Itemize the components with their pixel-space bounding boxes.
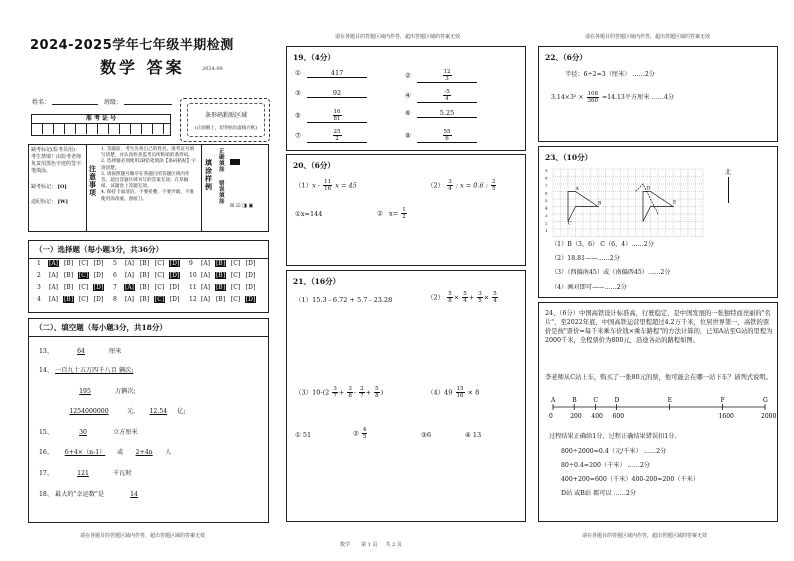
q16-or: 或	[117, 449, 124, 456]
q13-number: 13、	[39, 348, 54, 355]
q15-number: 15、	[39, 429, 54, 436]
choice-option[interactable]: [C]	[230, 296, 241, 303]
choice-row[interactable]	[37, 260, 257, 267]
date-label: 2024.09	[202, 66, 223, 72]
station-label: C	[593, 397, 598, 404]
choice-row[interactable]	[37, 272, 257, 279]
q24-step-2: 80÷0.4=200（千米） ……2分	[561, 462, 651, 469]
q15-row	[39, 427, 138, 436]
class-field[interactable]	[124, 104, 172, 105]
distance-label: 0	[549, 413, 553, 420]
station-label: E	[667, 397, 672, 404]
notice-item: 4. 保持卡面清洁，不要折叠、不要弄破，不准使用涂改液、刮纸刀。	[101, 190, 195, 202]
point-label: B	[598, 201, 602, 207]
q19-answer[interactable]: ⑤ $\frac{16}{81}$	[295, 109, 367, 123]
choice-option[interactable]: [A]	[124, 296, 134, 303]
violation-label: 违纪标记：	[31, 199, 57, 205]
q19-title: 19、（4分）	[293, 53, 335, 62]
q13-unit: 厘米	[109, 348, 122, 355]
q14-answer-1[interactable]: 195	[79, 388, 91, 395]
q19-answer[interactable]: ⑧ $\frac{55}{6}$	[405, 129, 477, 143]
section-choice	[28, 240, 269, 313]
choice-option[interactable]: [C]	[230, 284, 241, 291]
name-label: 姓名：	[32, 99, 51, 106]
choice-number: 12	[189, 296, 197, 303]
choice-option[interactable]: [A]	[200, 296, 210, 303]
q21-answer-3[interactable]: ③6	[421, 431, 431, 439]
q19-answer[interactable]: ④ $\frac{-5}{4}$	[405, 89, 477, 103]
choice-option[interactable]: [D]	[169, 284, 180, 291]
q14-answer-3[interactable]: 12.54	[149, 408, 168, 415]
class-label: 班级：	[104, 99, 123, 106]
choice-option[interactable]: [B]	[215, 272, 226, 279]
q21-answer-2[interactable]: ② $\frac{4}{5}$	[353, 427, 367, 440]
distance-label: 1600	[718, 413, 734, 420]
absent-label: 缺考标记：	[31, 184, 57, 190]
distance-label: 2000	[761, 413, 777, 420]
choice-option[interactable]: [D]	[169, 272, 180, 279]
q14-unit-2: 元，	[126, 408, 140, 415]
choice-option[interactable]: [D]	[93, 296, 104, 303]
q20-answer-2[interactable]: ② x= $\frac{1}{2}$	[377, 207, 406, 220]
choice-option[interactable]: [B]	[139, 284, 150, 291]
section-fill	[28, 318, 269, 523]
q23-grid-diagram	[543, 165, 713, 237]
choice-option[interactable]: [A]	[200, 260, 210, 267]
choice-option[interactable]: [C]	[154, 260, 165, 267]
choice-option[interactable]: [A]	[48, 260, 58, 267]
choice-option[interactable]: [B]	[63, 272, 74, 279]
correct-fill-sample	[230, 159, 240, 165]
q17-unit: 千瓦时	[113, 470, 132, 477]
q21-box	[286, 270, 526, 522]
q24-route-diagram	[539, 391, 779, 427]
q22-line-2: 3.14×3² × $\frac{108}{360}$ =14.13平方厘米 ……4分	[551, 91, 675, 104]
q21-expr-4: （4）49 $\frac{15}{16}$ × 8	[427, 386, 480, 399]
q14-answer-2[interactable]: 1254000000	[69, 408, 109, 415]
barcode-title: 条形码粘贴区域	[204, 112, 247, 119]
q24-process-note: 过程结果正确给1分，过程正确结果错误扣1分。	[549, 433, 681, 440]
q23-title: 23、（10分）	[545, 153, 593, 162]
correct-fill-label: 正确填涂	[219, 149, 225, 173]
choice-option[interactable]: [A]	[200, 284, 210, 291]
y-tick-label: 3	[545, 213, 548, 218]
choice-row[interactable]	[37, 296, 257, 303]
page-title: 2024-2025学年七年级半期检测	[30, 38, 234, 53]
q17-row	[39, 468, 132, 477]
choice-number: 11	[189, 284, 197, 291]
y-tick-label: 6	[545, 190, 548, 196]
q24-step-1: 800÷2000=0.4（元/千米） ……2分	[561, 448, 667, 455]
q20-box	[286, 154, 526, 266]
choice-option[interactable]: [A]	[48, 272, 58, 279]
choice-option[interactable]: [B]	[215, 260, 226, 267]
q19-answer[interactable]: ① 417	[295, 69, 367, 78]
footer-note-top-mid: 请在各题目的答题区域内作答，超出答题区域的答案无效	[335, 34, 461, 40]
q16-answer-2[interactable]: 2+4n	[135, 449, 153, 456]
q21-title: 21、（16分）	[293, 277, 341, 286]
q24-box	[538, 302, 778, 522]
choice-option[interactable]: [D]	[169, 260, 180, 267]
q21-answer-4[interactable]: ④ 13	[465, 431, 482, 439]
notice-list	[101, 147, 197, 203]
point-label: D	[646, 186, 651, 192]
q17-answer[interactable]: 121	[77, 470, 89, 477]
choice-option[interactable]: [C]	[154, 284, 165, 291]
distance-label: 600	[612, 413, 625, 420]
station-label: A	[551, 397, 556, 404]
choice-option[interactable]: [A]	[48, 284, 58, 291]
q14-unit-3: 亿;	[177, 408, 186, 415]
y-tick-label: 9	[545, 168, 548, 173]
station-label: D	[614, 397, 620, 404]
choice-number: 4	[37, 296, 41, 303]
q14-row-2	[57, 386, 136, 395]
exam-id-grid[interactable]	[31, 114, 171, 136]
choice-option[interactable]: [B]	[63, 284, 74, 291]
q22-box	[538, 46, 778, 142]
q19-answer[interactable]: ⑦ $\frac{25}{2}$	[295, 129, 367, 143]
absent-box[interactable]: [O]	[57, 184, 67, 190]
choice-option[interactable]: [C]	[78, 272, 89, 279]
choice-number: 7	[113, 284, 117, 291]
exam-id-label: 准 考 证 号	[32, 115, 170, 124]
q14-unit-1: 万辆次;	[114, 388, 136, 395]
q24-text: 24、（6分）中国高铁设计标准高，行驶稳定，是中国发展的一张独特而亮丽的"名片"，至2022年底，中国高铁运营里程超过4.2万千米，位居世界第一，高铁的票价是按"票价=每千米乘车价钱×乘车路程"的方法计算的，已知A站至G站的里程为2000千米，全程票价为800元，沿途各站的路程如图。	[545, 310, 773, 344]
q16-unit: 人	[165, 449, 172, 456]
choice-number: 9	[189, 260, 193, 267]
y-tick-label: 7	[545, 183, 548, 188]
q15-unit: 立方厘米	[113, 429, 138, 436]
q18-text: 最大的"幸运数"是	[55, 491, 105, 498]
q22-line-1: 半径：6÷2=3（厘米） ……2分	[565, 71, 655, 78]
q17-number: 17、	[39, 470, 54, 477]
choice-option[interactable]: [C]	[154, 272, 165, 279]
choice-option[interactable]: [B]	[139, 296, 150, 303]
q19-answer[interactable]: ⑥ 5.25	[405, 109, 477, 118]
q20-title: 20、（6分）	[293, 161, 335, 170]
station-label: B	[572, 397, 577, 404]
q13-answer[interactable]: 64	[77, 348, 85, 355]
q18-number: 18、	[39, 491, 54, 498]
distance-label: 200	[570, 413, 582, 420]
q16-number: 16、	[39, 449, 54, 456]
q24-step-3: 400+200=600（千米）400-200=200（千米）	[561, 476, 700, 483]
choice-option[interactable]: [B]	[139, 260, 150, 267]
point-label: C	[568, 221, 572, 227]
choice-option[interactable]: [C]	[78, 284, 89, 291]
q21-answer-1[interactable]: ① 51	[295, 431, 312, 439]
distance-label: 400	[591, 413, 603, 420]
q14-number: 14、	[39, 367, 54, 374]
section-choice-title: （一）选择题（每小题3分，共36分）	[29, 241, 268, 259]
choice-option[interactable]: [D]	[245, 296, 256, 303]
section-fill-title: （二）、填空题（每小题3分，共18分）	[29, 319, 268, 337]
choice-number: 2	[37, 272, 41, 279]
y-tick-label: 2	[545, 220, 548, 226]
wrong-fill-samples: ☒ ☑ ◨ ▣	[230, 203, 254, 209]
choice-option[interactable]: [D]	[93, 272, 104, 279]
notice-item: 1. 答题前，考生先将自己的姓名、准考证号填写清楚，并认真检查监考员所粘贴的条形码。	[101, 147, 195, 159]
q13-row	[39, 346, 121, 355]
choice-option[interactable]: [A]	[200, 272, 210, 279]
q19-box	[286, 46, 526, 151]
footer-note-left: 请在各题目的答题区域内作答，超出答题区域的答案无效	[80, 533, 206, 539]
instructions-box	[28, 144, 269, 232]
barcode-note: (正面朝上，切勿贴出虚线方框)	[194, 126, 257, 131]
choice-option[interactable]: [B]	[215, 284, 226, 291]
choice-option[interactable]: [D]	[245, 260, 256, 267]
notice-item: 3. 请按照题号顺序在各题目的答题区域内作答，超出答题区域书写的答案无效；在草稿纸、试题卷上答题无效。	[101, 171, 190, 190]
q23-answer-1: （1）B（3，6） C（6，4）……2分	[551, 241, 654, 248]
choice-option[interactable]: [B]	[139, 272, 150, 279]
q24-step-4: D站 或B站 都可以 ……2分	[561, 490, 637, 497]
q21-expr-3: （3）10-(2 $\frac{3}{7}$ + $\frac{3}{8}$ - $\frac{2}{7}$ + $\frac{5}{8}$ )	[295, 386, 384, 399]
choice-option[interactable]: [C]	[230, 272, 241, 279]
q23-answer-2: （2）18.81——……2分	[551, 255, 620, 262]
point-label: E	[673, 200, 677, 206]
q20-eq2: （2） $\frac{3}{4}$ : x = 0.6 : $\frac{2}{5}$	[427, 179, 496, 192]
q14-row	[39, 365, 133, 374]
choice-option[interactable]: [C]	[78, 260, 89, 267]
q14-row-3	[53, 406, 186, 415]
station-label: F	[720, 397, 725, 404]
choice-option[interactable]: [D]	[169, 296, 180, 303]
wrong-fill-label: 错误填涂	[219, 181, 225, 205]
q20-eq1: （1）x - $\frac{11}{16}$ x = 45	[295, 179, 357, 192]
choice-number: 8	[113, 296, 117, 303]
y-tick-label: 5	[545, 198, 548, 203]
station-label: G	[763, 397, 768, 404]
q15-answer[interactable]: 30	[79, 429, 87, 436]
q21-expr-1: （1）15.3 - 6.72 + 5.7 - 23.28	[295, 296, 393, 304]
choice-option[interactable]: [C]	[78, 296, 89, 303]
choice-number: 3	[37, 284, 41, 291]
choice-option[interactable]: [D]	[245, 284, 256, 291]
q22-title: 22、（6分）	[545, 53, 587, 62]
choice-option[interactable]: [A]	[124, 284, 134, 291]
choice-number: 5	[113, 260, 117, 267]
q19-answer[interactable]: ③ 92	[295, 89, 367, 98]
choice-option[interactable]: [A]	[48, 296, 58, 303]
q18-answer[interactable]: 14	[130, 491, 138, 498]
choice-option[interactable]: [B]	[215, 296, 226, 303]
choice-option[interactable]: [C]	[230, 260, 241, 267]
q21-expr-2: （2） $\frac{5}{8}$ × $\frac{5}{4}$ + $\frac{3}{5}$ × $\frac{5}{4}$	[427, 291, 497, 304]
choice-option[interactable]: [B]	[63, 296, 74, 303]
choice-option[interactable]: [D]	[245, 272, 256, 279]
choice-option[interactable]: [D]	[93, 284, 104, 291]
exam-id-cells[interactable]	[32, 124, 170, 134]
y-tick-label: 4	[545, 205, 548, 211]
choice-option[interactable]: [B]	[63, 260, 74, 267]
q14-answer-text[interactable]: 一百九十五万四千八百 辆次;	[55, 367, 134, 374]
barcode-area	[180, 98, 270, 142]
q16-row	[39, 447, 171, 456]
missing-mark-panel	[29, 145, 87, 231]
notice-title: 注意事项	[89, 164, 96, 197]
fill-sample-label: 填涂样例	[205, 158, 212, 191]
y-tick-label: 1	[545, 228, 548, 233]
q18-row	[39, 489, 162, 498]
choice-option[interactable]: [A]	[124, 272, 134, 279]
missing-mark-text: 缺考标记(监考员用)：考生禁填！由监考老师负责用黑色字迹的签字笔填涂。	[31, 147, 82, 174]
choice-number: 10	[189, 272, 197, 279]
footer-note-right: 请在各题目的答题区域内作答，超出答题区域的答案无效	[582, 533, 708, 539]
violation-box[interactable]: [W]	[57, 199, 68, 205]
choice-option[interactable]: [D]	[93, 260, 104, 267]
notice-item: 2. 选择题必须使用2B铅笔填涂【条码粘贴】字迹清楚。	[101, 159, 196, 171]
q20-answer-1[interactable]: ①x=144	[295, 210, 323, 218]
q16-answer-1[interactable]: 6+4×（n-1）	[64, 449, 106, 456]
name-field[interactable]	[52, 104, 98, 105]
choice-option[interactable]: [A]	[124, 260, 134, 267]
choice-number: 6	[113, 272, 117, 279]
q19-answer[interactable]: ② $\frac{12}{3}$	[405, 69, 477, 83]
north-label: 北	[725, 169, 732, 176]
point-label: A	[575, 187, 579, 192]
choice-number: 1	[37, 260, 41, 267]
q24-question: 李老师从C站上车，购买了一张80元的票，他可能会在哪一站下车？请列式说明。	[545, 374, 772, 381]
page-subtitle: 数学 答案	[100, 58, 185, 77]
q23-box	[538, 146, 778, 298]
y-tick-label: 8	[545, 175, 548, 181]
north-arrow	[728, 177, 729, 203]
q23-answer-3: （3）（西偏南45）或（南偏西45）……2分	[551, 269, 671, 276]
choice-row[interactable]	[37, 284, 257, 291]
q23-answer-4: （4）画对即可——……2分	[551, 284, 627, 291]
page-footer: 数学 第 1 页 共 2 页	[340, 542, 402, 548]
footer-note-top-right: 请在各题目的答题区域内作答，超出答题区域的答案无效	[585, 34, 711, 40]
choice-option[interactable]: [C]	[154, 296, 165, 303]
